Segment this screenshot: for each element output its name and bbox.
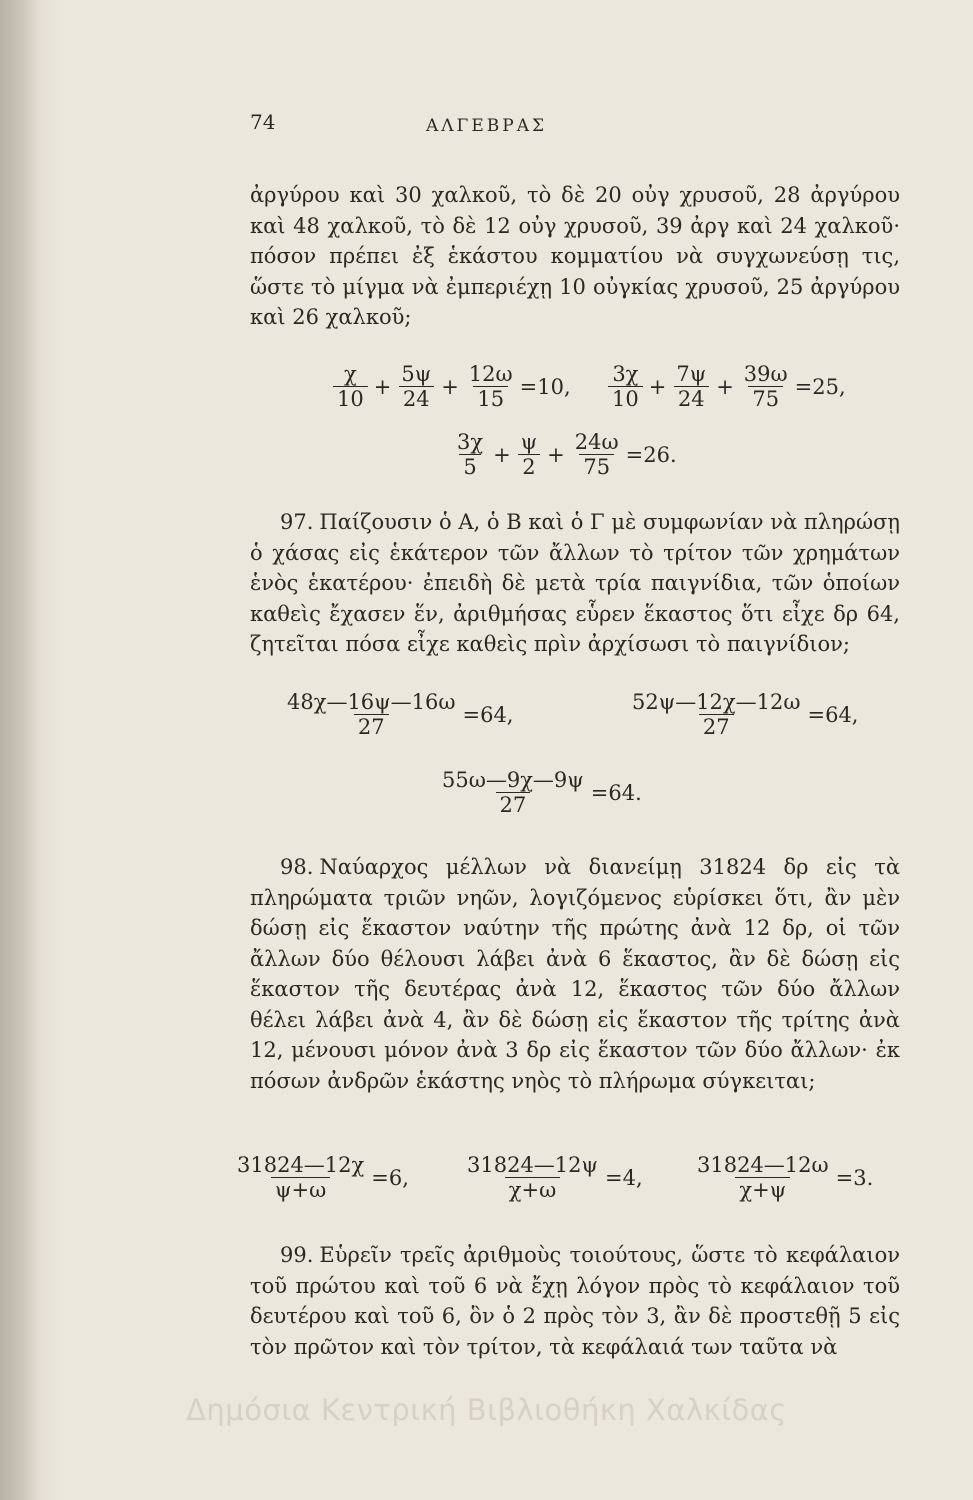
fraction: $\frac{31824—12\chi}{\psi+\omega}$	[237, 1153, 365, 1202]
equation-97a	[280, 690, 513, 739]
fraction: $\frac{\chi}{10}$	[333, 362, 368, 411]
equation-rhs: =64.	[590, 780, 642, 805]
equation-96b: $\frac{3\chi}{10}$ + $\frac{7\psi}{24}$ + $\frac{39\omega}{75}$ =25,	[605, 362, 846, 411]
equation-rhs: =3.	[835, 1165, 874, 1190]
equation-rhs: =10,	[519, 374, 571, 399]
equation-rhs: =64,	[462, 702, 514, 727]
page-header	[0, 110, 973, 150]
running-title: ΑΛΓΕΒΡΑΣ	[426, 116, 547, 136]
fraction: $\frac{24\omega}{75}$	[574, 430, 619, 479]
paragraph-96-continuation: ἀργύρου καὶ 30 χαλκοῦ, τὸ δὲ 20 οὐγ χρυσοῦ, 28 ἀργύρου καὶ 48 χαλκοῦ, τὸ δὲ 12 οὐγ χρυσοῦ, 39 ἀργ καὶ 24 χαλκοῦ· πόσον πρέπει ἐξ ἑκάστου κομματίου νὰ συγχωνεύσῃ τις, ὥστε τὸ μίγμα νὰ ἐμπεριέχῃ 10 οὐγκίας χρυσοῦ, 25 ἀργύρου καὶ 26 χαλκοῦ;	[250, 183, 900, 329]
problem-97	[250, 507, 900, 660]
problem-text: Παίζουσιν ὁ Α, ὁ Β καὶ ὁ Γ μὲ συμφωνίαν νὰ πληρώσῃ ὁ χάσας εἰς ἑκάτερον τῶν ἄλλων τὸ τρίτον τῶν χρημάτων ἑνὸς ἑκατέρου· ἐπειδὴ δὲ μετὰ τρία παιγνίδια, τῶν ὁποίων καθεὶς ἔχασεν ἕν, ἀριθμήσας εὗρεν ἕκαστος ὅτι εἶχε δρ 64, ζητεῖται πόσα εἶχε καθεὶς πρὶν ἀρχίσωσι τὸ παιγνίδιον;	[250, 510, 900, 656]
fraction: $\frac{55\omega—9\chi—9\psi}{27}$	[442, 768, 584, 817]
fraction: $\frac{12\omega}{15}$	[468, 362, 513, 411]
equation-98a	[230, 1153, 409, 1202]
equation-rhs: =4,	[605, 1165, 643, 1190]
equation-97b	[625, 690, 858, 739]
fraction: $\frac{52\psi—12\chi—12\omega}{27}$	[632, 690, 801, 739]
fraction: $\frac{7\psi}{24}$	[672, 362, 710, 411]
equation-row-97a	[250, 690, 900, 760]
equation-rhs: =26.	[625, 442, 677, 467]
equation-98b	[460, 1153, 643, 1202]
problem-number: 99.	[280, 1243, 314, 1267]
equation-row-96a	[250, 362, 900, 432]
problem-text: Εὑρεῖν τρεῖς ἀριθμοὺς τοιούτους, ὥστε τὸ κεφάλαιον τοῦ πρώτου καὶ τοῦ 6 νὰ ἔχῃ λόγον πρὸς τὸ κεφάλαιον τοῦ δευτέρου καὶ τοῦ 6, ὃν ὁ 2 πρὸς τὸν 3, ἂν δὲ προστεθῇ 5 εἰς τὸν πρῶτον καὶ τὸν τρίτον, τὰ κεφάλαιά των ταῦτα νὰ	[250, 1243, 900, 1359]
fraction: $\frac{39\omega}{75}$	[743, 362, 788, 411]
problem-99	[250, 1240, 900, 1362]
fraction: $\frac{31824—12\omega}{\chi+\psi}$	[697, 1153, 829, 1202]
equation-96a: $\frac{\chi}{10}$ + $\frac{5\psi}{24}$ + $\frac{12\omega}{15}$ =10,	[330, 362, 571, 411]
fraction: $\frac{31824—12\psi}{\chi+\omega}$	[467, 1153, 598, 1202]
fraction: $\frac{3\chi}{5}$	[457, 430, 484, 479]
library-watermark: Δημόσια Κεντρική Βιβλιοθήκη Χαλκίδας	[186, 1393, 787, 1427]
equation-row-96c	[250, 430, 900, 500]
page-number: 74	[250, 110, 276, 134]
page-gutter-shadow	[0, 0, 40, 1500]
equation-rhs: =25,	[794, 374, 846, 399]
fraction: $\frac{48\chi—16\psi—16\omega}{27}$	[287, 690, 456, 739]
fraction: $\frac{\psi}{2}$	[517, 430, 541, 479]
problem-text: Ναύαρχος μέλλων νὰ διανείμῃ 31824 δρ εἰς τὰ πληρώματα τριῶν νηῶν, λογιζόμενος εὑρίσκει ὅτι, ἂν μὲν δώσῃ εἰς ἕκαστον ναύτην τῆς πρώτης ἀνὰ 12 δρ, οἱ τῶν ἄλλων δύο θέλουσι λάβει ἀνὰ 6 ἕκαστος, ἂν δὲ δώσῃ εἰς ἕκαστον τῆς δευτέρας ἀνὰ 12, ἕκαστος τῶν δύο ἄλλων θέλει λάβει ἀνὰ 4, ἂν δὲ δώσῃ εἰς ἕκαστον τῆς τρίτης ἀνὰ 12, μένουσι μόνον ἀνὰ 3 δρ εἰς ἕκαστον τῶν δύο ἄλλων· ἐκ πόσων ἀνδρῶν ἑκάστης νηὸς τὸ πλήρωμα σύγκειται;	[250, 855, 900, 1093]
problem-number: 98.	[280, 855, 314, 879]
equation-96c: $\frac{3\chi}{5}$ + $\frac{\psi}{2}$ + $\frac{24\omega}{75}$ =26.	[450, 430, 677, 479]
fraction: $\frac{3\chi}{10}$	[608, 362, 643, 411]
equation-rhs: =6,	[371, 1165, 409, 1190]
equation-97c	[435, 768, 642, 817]
problem-98	[250, 852, 900, 1096]
equation-rhs: =64,	[807, 702, 859, 727]
equation-row-98	[237, 1153, 900, 1223]
equation-row-97c	[250, 768, 900, 838]
problem-number: 97.	[280, 510, 314, 534]
equation-98c	[690, 1153, 873, 1202]
fraction: $\frac{5\psi}{24}$	[397, 362, 435, 411]
